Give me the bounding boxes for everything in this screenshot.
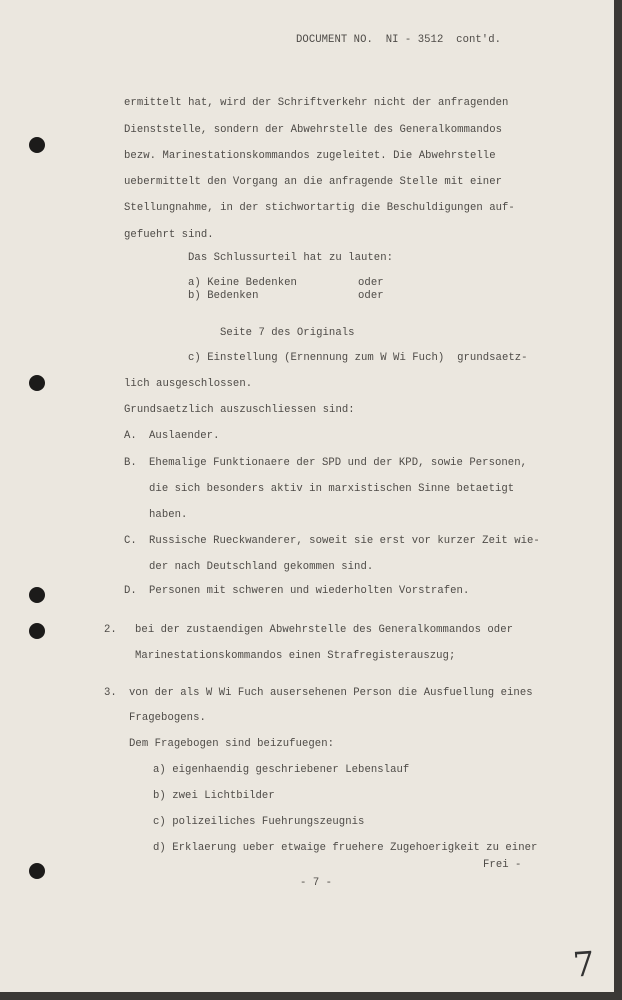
excluded-marker: B. (124, 457, 137, 469)
verdict-option: a) Keine Bedenken (188, 277, 297, 289)
attachment-item: d) Erklaerung ueber etwaige fruehere Zugehoerigkeit zu einer (153, 842, 538, 854)
paragraph-line: uebermittelt den Vorgang an die anfragende Stelle mit einer (124, 176, 503, 188)
punch-hole (29, 623, 45, 639)
paragraph-line: bezw. Marinestationskommandos zugeleitet. Die Abwehrstelle (124, 150, 496, 162)
verdict-suffix: oder (358, 290, 384, 302)
excluded-text: der nach Deutschland gekommen sind. (149, 561, 374, 573)
excluded-text: Ehemalige Funktionaere der SPD und der KPD, sowie Personen, (149, 457, 528, 469)
handwritten-page-number: 7 (571, 944, 597, 986)
item-2-marker: 2. (104, 624, 117, 636)
excluded-intro: Grundsaetzlich auszuschliessen sind: (124, 404, 355, 416)
punch-hole (29, 137, 45, 153)
excluded-marker: D. (124, 585, 137, 597)
punch-hole (29, 375, 45, 391)
verdict-suffix: oder (358, 277, 384, 289)
excluded-text: Auslaender. (149, 430, 220, 442)
attachments-intro: Dem Fragebogen sind beizufuegen: (129, 738, 335, 750)
item-3-marker: 3. (104, 687, 117, 699)
page-number: - 7 - (300, 877, 333, 889)
excluded-text: Personen mit schweren und wiederholten Vorstrafen. (149, 585, 470, 597)
page-reference: Seite 7 des Originals (220, 327, 355, 339)
item-2-text: Marinestationskommandos einen Strafregisterauszug; (135, 650, 456, 662)
attachment-item: c) polizeiliches Fuehrungszeugnis (153, 816, 365, 828)
item-2-text: bei der zustaendigen Abwehrstelle des Generalkommandos oder (135, 624, 514, 636)
excluded-text: die sich besonders aktiv in marxistischen Sinne betaetigt (149, 483, 515, 495)
item-3-text: von der als W Wi Fuch ausersehenen Person die Ausfuellung eines (129, 687, 533, 699)
item-c-line: c) Einstellung (Ernennung zum W Wi Fuch) grundsaetz- (188, 352, 528, 364)
excluded-text: Russische Rueckwanderer, soweit sie erst vor kurzer Zeit wie- (149, 535, 540, 547)
excluded-text: haben. (149, 509, 188, 521)
item-3-text: Fragebogens. (129, 712, 206, 724)
attachment-item: a) eigenhaendig geschriebener Lebenslauf (153, 764, 410, 776)
item-c-line: lich ausgeschlossen. (124, 378, 253, 390)
verdict-intro: Das Schlussurteil hat zu lauten: (188, 252, 394, 264)
verdict-option: b) Bedenken (188, 290, 259, 302)
excluded-marker: C. (124, 535, 137, 547)
punch-hole (29, 863, 45, 879)
paragraph-line: gefuehrt sind. (124, 229, 214, 241)
paragraph-line: ermittelt hat, wird der Schriftverkehr nicht der anfragenden (124, 97, 509, 109)
paragraph-line: Stellungnahme, in der stichwortartig die Beschuldigungen auf- (124, 202, 515, 214)
catchword: Frei - (483, 859, 522, 871)
attachment-item: b) zwei Lichtbilder (153, 790, 275, 802)
document-number-header: DOCUMENT NO. NI - 3512 cont'd. (296, 34, 502, 46)
punch-hole (29, 587, 45, 603)
paragraph-line: Dienststelle, sondern der Abwehrstelle des Generalkommandos (124, 124, 503, 136)
excluded-marker: A. (124, 430, 137, 442)
